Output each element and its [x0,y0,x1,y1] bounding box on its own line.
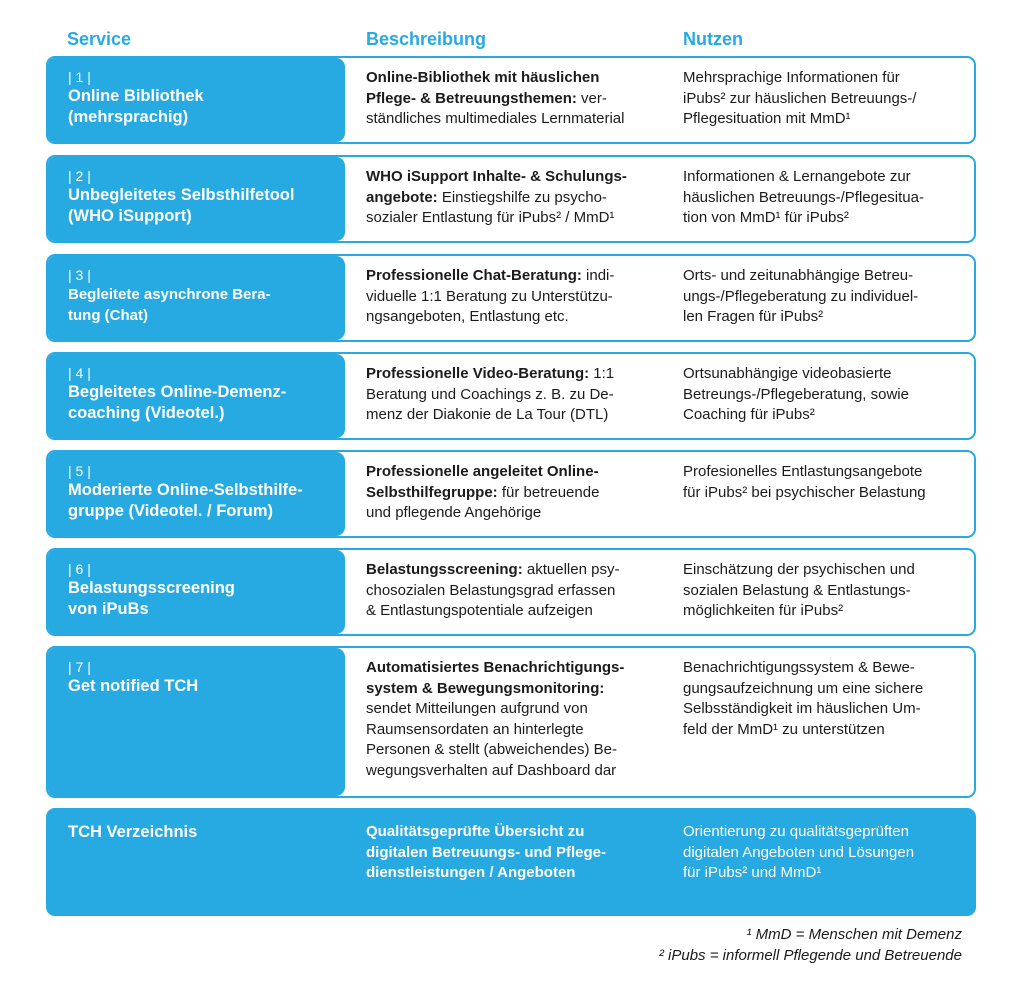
service-title: Belastungsscreening von iPuBs [68,579,235,618]
description-cell [366,658,666,781]
description-cell: Qualitätsgeprüfte Übersicht zu digitalen Betreuungs- und Pflege- dienstleistungen / Angeboten [366,823,607,881]
service-cell [48,550,345,634]
service-number: | 3 | [68,267,91,283]
benefit-cell: Orts- und zeitunabhängige Betreu- ungs-/Pflegeberatung zu individuel- len Fragen für iPubs² [683,267,919,325]
benefit-cell: Profesionelles Entlastungsangebote für iPubs² bei psychischer Belastung [683,463,926,501]
service-number: | 2 | [68,168,91,184]
description-bold: Automatisiertes Benachrichtigungs- system & Bewegungsmonitoring: [366,659,625,697]
directory-row [46,808,976,916]
service-cell [48,157,345,241]
service-title: TCH Verzeichnis [68,823,198,841]
benefit-cell: Mehrsprachige Informationen für iPubs² zur häuslichen Betreuungs-/ Pflegesituation mit MmD¹ [683,69,917,127]
service-title: Unbegleitetes Selbsthilfetool (WHO iSupport) [68,186,295,225]
benefit-cell: Informationen & Lernangebote zur häuslichen Betreuungs-/Pflegesitua- tion von MmD¹ für iPubs² [683,168,924,226]
description-bold: Professionelle Chat-Beratung: [366,267,582,284]
description-text: für betreuende und pflegende Angehörige [366,483,600,521]
service-title: Online Bibliothek (mehrsprachig) [68,87,204,126]
service-cell [48,256,345,340]
benefit-cell: Ortsunabhängige videobasierte Betreungs-/Pflegeberatung, sowie Coaching für iPubs² [683,365,909,423]
service-row-5 [46,450,976,538]
service-title: Begleitete asynchrone Bera- tung (Chat) [68,286,271,324]
service-number: | 6 | [68,561,91,577]
service-cell [48,648,345,796]
description-cell [366,167,666,229]
service-number: | 1 | [68,69,91,85]
description-text: sendet Mitteilungen aufgrund von Raumsensordaten an hinterlegte Personen & stellt (abweichendes) Be- wegungsverhalten auf Dashboard dar [366,700,617,779]
description-cell [366,364,666,426]
footnote-mmd: ¹ MmD = Menschen mit Demenz [746,926,962,943]
description-text: ver- ständliches multimediales Lernmaterial [366,89,625,127]
service-title: Get notified TCH [68,677,199,695]
description-cell [366,68,666,130]
header-benefit: Nutzen [683,29,743,49]
benefit-cell: Einschätzung der psychischen und sozialen Belastung & Entlastungs- möglichkeiten für iPubs² [683,561,915,619]
service-row-4 [46,352,976,440]
service-title: Moderierte Online-Selbsthilfe- gruppe (Videotel. / Forum) [68,481,303,520]
description-cell [366,266,666,328]
service-row-7 [46,646,976,798]
benefit-cell: Orientierung zu qualitätsgeprüften digitalen Angeboten und Lösungen für iPubs² und MmD¹ [683,823,915,881]
service-row-3 [46,254,976,342]
description-text: indi- viduelle 1:1 Beratung zu Unterstützu- ngsangeboten, Entlastung etc. [366,267,615,325]
description-cell [366,462,666,524]
description-bold: Belastungsscreening: [366,561,523,578]
description-bold: Professionelle angeleitet Online- Selbsthilfegruppe: [366,463,599,501]
header-service: Service [67,29,132,49]
description-text: 1:1 Beratung und Coachings z. B. zu De- menz der Diakonie de La Tour (DTL) [366,365,615,423]
benefit-cell: Benachrichtigungssystem & Bewe- gungsaufzeichnung um eine sichere Selbsständigkeit im häuslichen Um- feld der MmD¹ zu unterstützen [683,659,924,738]
description-bold: Professionelle Video-Beratung: [366,365,590,382]
service-title: Begleitetes Online-Demenz- coaching (Videotel.) [68,383,287,422]
service-cell [48,354,345,438]
service-cell [48,810,345,914]
footnote-ipubs: ² iPubs = informell Pflegende und Betreuende [658,946,962,964]
description-text: aktuellen psy- chosozialen Belastungsgrad erfassen & Entlastungspotentiale aufzeigen [366,561,620,619]
service-number: | 7 | [68,659,91,675]
description-cell [366,560,666,622]
service-cell [48,58,345,142]
service-row-2 [46,155,976,243]
service-row-1 [46,56,976,144]
service-number: | 4 | [68,365,91,381]
header-description: Beschreibung [366,29,487,49]
service-row-6 [46,548,976,636]
description-bold: Online-Bibliothek mit häuslichen Pflege- & Betreuungsthemen: [366,69,600,107]
service-number: | 5 | [68,463,91,479]
description-text: Einstiegshilfe zu psycho- sozialer Entlastung für iPubs² / MmD¹ [366,188,615,226]
description-bold: WHO iSupport Inhalte- & Schulungs- angebote: [366,168,627,206]
footnotes [659,925,962,966]
service-cell [48,452,345,536]
